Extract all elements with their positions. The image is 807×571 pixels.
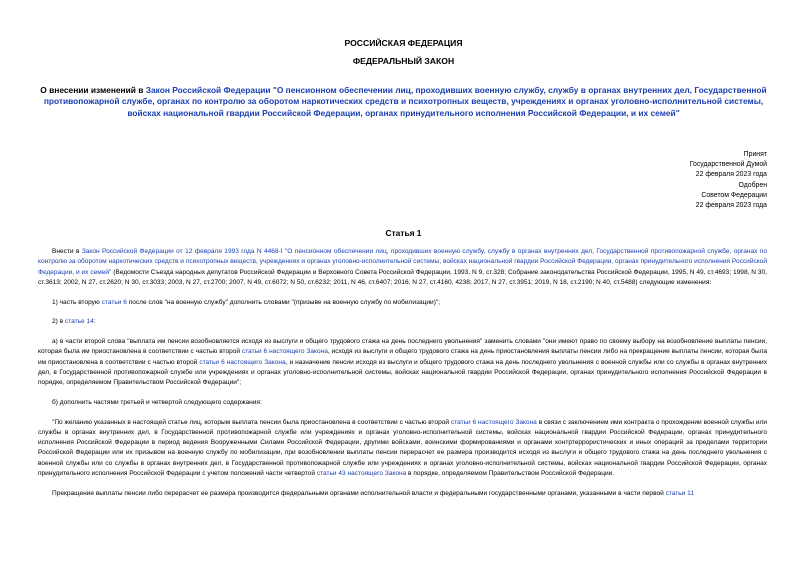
text: 2) в — [52, 318, 65, 326]
text: : — [93, 318, 96, 326]
article-6-link[interactable]: статьи 6 настоящего Закона — [241, 348, 328, 356]
article-body — [38, 247, 767, 508]
country-heading: РОССИЙСКАЯ ФЕДЕРАЦИЯ — [344, 38, 463, 48]
law-title — [30, 85, 777, 119]
adoption-block — [690, 150, 767, 211]
paragraph-new-part-3 — [38, 418, 767, 480]
adoption-line: Принят — [743, 151, 767, 158]
text: б) дополнить частями третьей и четвертой следующего содержания: — [52, 398, 262, 406]
approval-line: Одобрен — [738, 181, 767, 189]
article-6-link[interactable]: статьи 6 настоящего Закона — [450, 418, 537, 426]
paragraph-item-2b — [38, 398, 767, 408]
text: в связи с заключением ими контракта о прохождении военной службы или службы в органах внутренних дел, в Государственной противопожарной службе или учреждениях и органах уголовно-исполнительной системы, войсках национальной гвардии Российской Федерации, органах принудительного исполнения Российской Федерации в период ведения Вооруженными Силами Российской Федерации, другими войсками, воинскими формированиями и органами контртеррористических и иных операций за пределами территории Российской Федерации или их призывом на военную службу по мобилизации, при возобновлении выплаты пенсии перерасчет ее размера производится исходя из выслуги и общего трудового стажа на день последнего увольнения с военной службы или со службы в органах внутренних дел, в Государственной противопожарной службе или учреждениях и органах уголовно-исполнительной системы, войсках национальной гвардии Российской Федерации, органах принудительного исполнения Российской Федерации с учетом положений части четвертой — [38, 418, 767, 477]
paragraph-item-2 — [38, 317, 767, 327]
text: Внести в — [52, 248, 82, 255]
law-title-link[interactable]: Закон Российской Федерации "О пенсионном обеспечении лиц, проходивших военную службу, службу в органах внутренних дел, Государственной противопожарной службе, органах по контролю за оборотом наркотических средств и психотропных веществ, учреждениях и органах уголовно-исполнительной системы, войсках национальной гвардии Российской Федерации, органах принудительного исполнения Российской Федерации, и их семей" — [43, 85, 767, 118]
article-14-link[interactable]: статье 14 — [64, 318, 94, 326]
paragraph-item-1 — [38, 298, 767, 308]
paragraph-new-part-4 — [38, 489, 767, 499]
text: а) в части второй слова "выплата им пенсии возобновляется исходя из выслуги и общего трудового стажа на день последнего увольнения" заменить словами "они имеют право по своему выбору на возобновление выплаты пенсии, которая была им приостановлена в соответствии с частью второй — [38, 337, 767, 356]
text: Прекращение выплаты пенсии либо перерасчет ее размера производится федеральными органами исполнительной власти и федеральными государственными органами, указанными в части первой — [52, 489, 666, 497]
text: , исходя из выслуги и общего трудового стажа на день приостановления выплаты пенсии либо на прекращение выплаты пенсии, которая была им приостановлена в соответствии с частью второй — [38, 348, 767, 366]
adoption-date: 22 февраля 2023 года — [695, 171, 767, 179]
text: , и назначение пенсии исходя из выслуги и общего трудового стажа на день последнего увольнения с военной службы или со службы в органах внутренних дел, в Государственной противопожарной службе или учреждениях и органах уголовно-исполнительной системы, войсках национальной гвардии Российской Федерации, органах принудительного исполнения Российской Федерации в порядке, определяемом Правительством Российской Федерации"; — [38, 358, 767, 387]
text: 1) часть вторую — [52, 298, 102, 306]
law-title-prefix: О внесении изменений в — [40, 85, 146, 95]
law-reference-link[interactable]: Закон Российской Федерации от 12 февраля 1993 года N 4468-I "О пенсионном обеспечении лиц, проходивших военную службу, службу в органах внутренних дел, Государственной противопожарной службе, органах по контролю за оборотом наркотических средств и психотропных веществ, учреждениях и органах уголовно-исполнительной системы, войсках национальной гвардии Российской Федерации, органах принудительного исполнения Российской Федерации, и их семей" — [38, 248, 767, 276]
text: после слов "на военную службу" дополнить словами "(призыве на военную службу по мобилизации)"; — [126, 298, 441, 306]
law-type-heading: ФЕДЕРАЛЬНЫЙ ЗАКОН — [352, 56, 455, 66]
paragraph-intro — [38, 247, 767, 288]
article-6-link[interactable]: статьи 6 настоящего Закона — [199, 358, 286, 366]
approval-date: 22 февраля 2023 года — [695, 202, 767, 210]
adoption-line: Государственной Думой — [689, 161, 767, 169]
text: "По желанию указанных в настоящей статье лиц, которым выплата пенсии была приостановлена в соответствии с частью второй — [52, 418, 451, 426]
text: (Ведомости Съезда народных депутатов Российской Федерации и Верховного Совета Российской Федерации, 1993, N 9, ст.328; Собрание законодательства Российской Федерации, 1995, N 49, ст.4693; 1998, N 30, ст.3613; 2002, N 27, ст.2620; N 30, ст.3033; 2003, N 27, ст.2700; 2007, N 49, ст.6072; N 50, ст.6232; 2011, N 46, ст.6407; 2016, N 27, ст.4160, 4238; 2017, N 27, ст.3951; 2019, N 18, ст.2190; N 40, ст.5488) следующие изменения: — [38, 268, 767, 286]
article-11-link[interactable]: статьи 11 — [665, 489, 694, 497]
paragraph-item-2a — [38, 337, 767, 388]
text: в порядке, определяемом Правительством Российской Федерации. — [406, 470, 615, 477]
article-43-link[interactable]: статьи 43 настоящего Закона — [316, 470, 407, 477]
article-6-link[interactable]: статьи 6 — [101, 298, 127, 306]
approval-line: Советом Федерации — [701, 191, 767, 199]
article-heading: Статья 1 — [385, 228, 422, 238]
